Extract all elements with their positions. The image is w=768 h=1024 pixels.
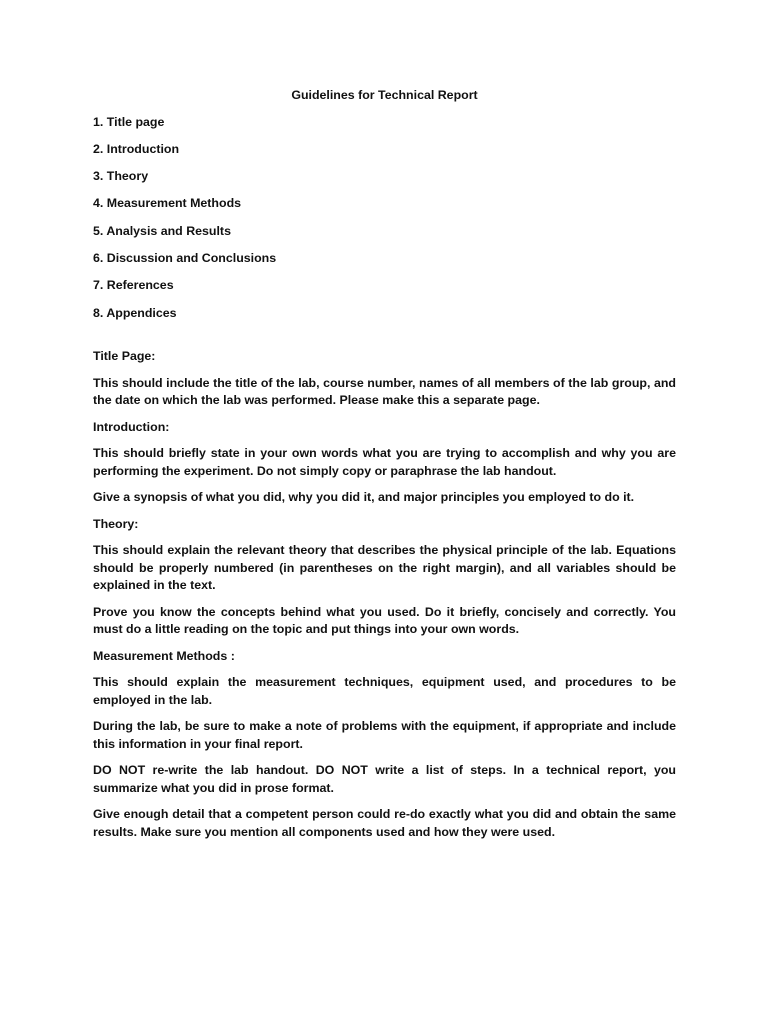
document-page bbox=[93, 87, 676, 850]
section-title-page bbox=[93, 348, 676, 410]
toc-item-title-page: 1. Title page bbox=[93, 114, 165, 129]
toc-item-theory: 3. Theory bbox=[93, 169, 149, 184]
paragraph: Give a synopsis of what you did, why you did it, and major principles you employed to do it. bbox=[93, 490, 635, 505]
paragraph: This should include the title of the lab, course number, names of all members of the lab group, and the date on which the lab was performed. Please make this a separate page. bbox=[93, 375, 676, 408]
sections bbox=[93, 348, 676, 841]
paragraph: This should explain the relevant theory that describes the physical principle of the lab. Equations should be properly numbered (in parentheses on the right margin), and all variables should be explained in the text. bbox=[93, 543, 676, 593]
toc-item-analysis-results: 5. Analysis and Results bbox=[93, 223, 231, 238]
toc-item-introduction: 2. Introduction bbox=[93, 141, 180, 156]
paragraph: DO NOT re-write the lab handout. DO NOT write a list of steps. In a technical report, you summarize what you did in prose format. bbox=[93, 763, 676, 795]
table-of-contents bbox=[93, 114, 676, 323]
toc-item-appendices: 8. Appendices bbox=[93, 305, 177, 320]
paragraph: This should explain the measurement techniques, equipment used, and procedures to be employed in the lab. bbox=[93, 675, 676, 707]
paragraph: During the lab, be sure to make a note of problems with the equipment, if appropriate and include this information in your final report. bbox=[93, 719, 676, 751]
section-theory bbox=[93, 516, 676, 639]
toc-item-discussion-conclusions: 6. Discussion and Conclusions bbox=[93, 250, 277, 265]
section-heading: Introduction: bbox=[93, 419, 170, 434]
toc-item-measurement-methods: 4. Measurement Methods bbox=[93, 196, 242, 211]
document-title: Guidelines for Technical Report bbox=[291, 88, 478, 102]
section-introduction bbox=[93, 419, 676, 507]
section-measurement-methods bbox=[93, 648, 676, 842]
section-heading: Measurement Methods : bbox=[93, 648, 235, 663]
paragraph: This should briefly state in your own words what you are trying to accomplish and why you are performing the experiment. Do not simply copy or paraphrase the lab handout. bbox=[93, 446, 676, 478]
section-heading: Title Page: bbox=[93, 349, 156, 364]
toc-item-references: 7. References bbox=[93, 278, 174, 293]
paragraph: Give enough detail that a competent person could re-do exactly what you did and obtain the same results. Make sure you mention all components used and how they were used. bbox=[93, 807, 676, 839]
section-heading: Theory: bbox=[93, 516, 139, 531]
paragraph: Prove you know the concepts behind what you used. Do it briefly, concisely and correctly. You must do a little reading on the topic and put things into your own words. bbox=[93, 604, 676, 637]
